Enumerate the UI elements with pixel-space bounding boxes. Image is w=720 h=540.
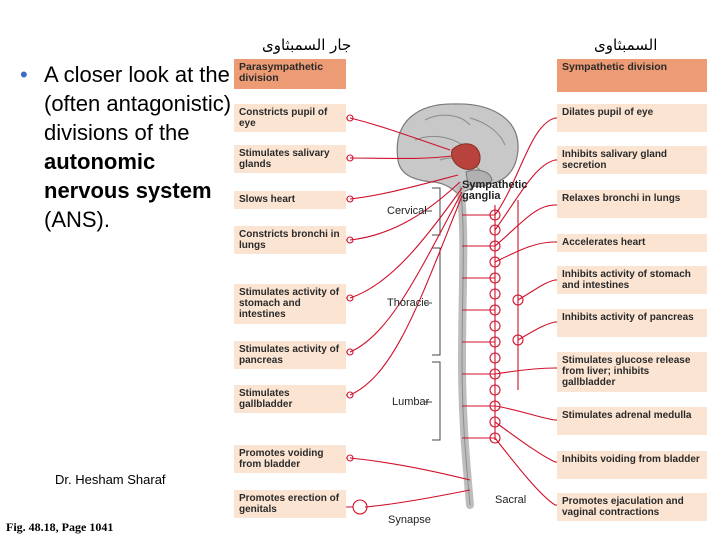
bullet-dot-icon: • (20, 62, 28, 87)
para-item-9: Promotes erection of genitals (234, 490, 346, 518)
symp-item-2: Inhibits salivary gland secretion (557, 146, 707, 174)
bullet-bold: autonomic nervous system (44, 149, 212, 203)
parasympathetic-header: Parasympathetic division (234, 59, 346, 89)
label-synapse: Synapse (388, 514, 431, 526)
symp-item-10: Promotes ejaculation and vaginal contractions (557, 493, 707, 521)
label-cervical: Cervical (387, 205, 427, 217)
symp-item-3: Relaxes bronchi in lungs (557, 190, 707, 218)
figure-reference: Fig. 48.18, Page 1041 (6, 520, 114, 534)
para-item-4: Constricts bronchi in lungs (234, 226, 346, 254)
symp-item-7: Stimulates glucose release from liver; inhibits gallbladder (557, 352, 707, 392)
para-item-6: Stimulates activity of pancreas (234, 341, 346, 369)
sympathetic-arabic-title: السمبثاوى (594, 36, 658, 54)
symp-item-4: Accelerates heart (557, 234, 707, 252)
symp-item-6: Inhibits activity of pancreas (557, 309, 707, 337)
bullet-pre: A closer look at the (often antagonistic) divisions of the (44, 62, 232, 145)
para-item-1: Constricts pupil of eye (234, 104, 346, 132)
para-item-8: Promotes voiding from bladder (234, 445, 346, 473)
symp-item-5: Inhibits activity of stomach and intestines (557, 266, 707, 294)
symp-item-1: Dilates pupil of eye (557, 104, 707, 132)
sympathetic-ganglion-chain (462, 200, 523, 443)
symp-item-9: Inhibits voiding from bladder (557, 451, 707, 479)
author-credit: Dr. Hesham Sharaf (55, 472, 166, 487)
symp-item-8: Stimulates adrenal medulla (557, 407, 707, 435)
bullet-post: (ANS). (44, 207, 110, 232)
sympathetic-header: Sympathetic division (557, 59, 707, 92)
para-item-7: Stimulates gallbladder (234, 385, 346, 413)
para-item-3: Slows heart (234, 191, 346, 209)
label-lumbar: Lumbar (392, 396, 430, 408)
label-thoracic: Thoracic (387, 297, 430, 309)
label-sympathetic-ganglia: Sympathetic ganglia (462, 179, 528, 202)
parasympathetic-arabic-title: جار السمبثاوى (262, 36, 352, 54)
para-item-2: Stimulates salivary glands (234, 145, 346, 173)
label-sacral: Sacral (495, 494, 527, 506)
para-item-5: Stimulates activity of stomach and intestines (234, 284, 346, 324)
spinal-cord (460, 186, 470, 505)
